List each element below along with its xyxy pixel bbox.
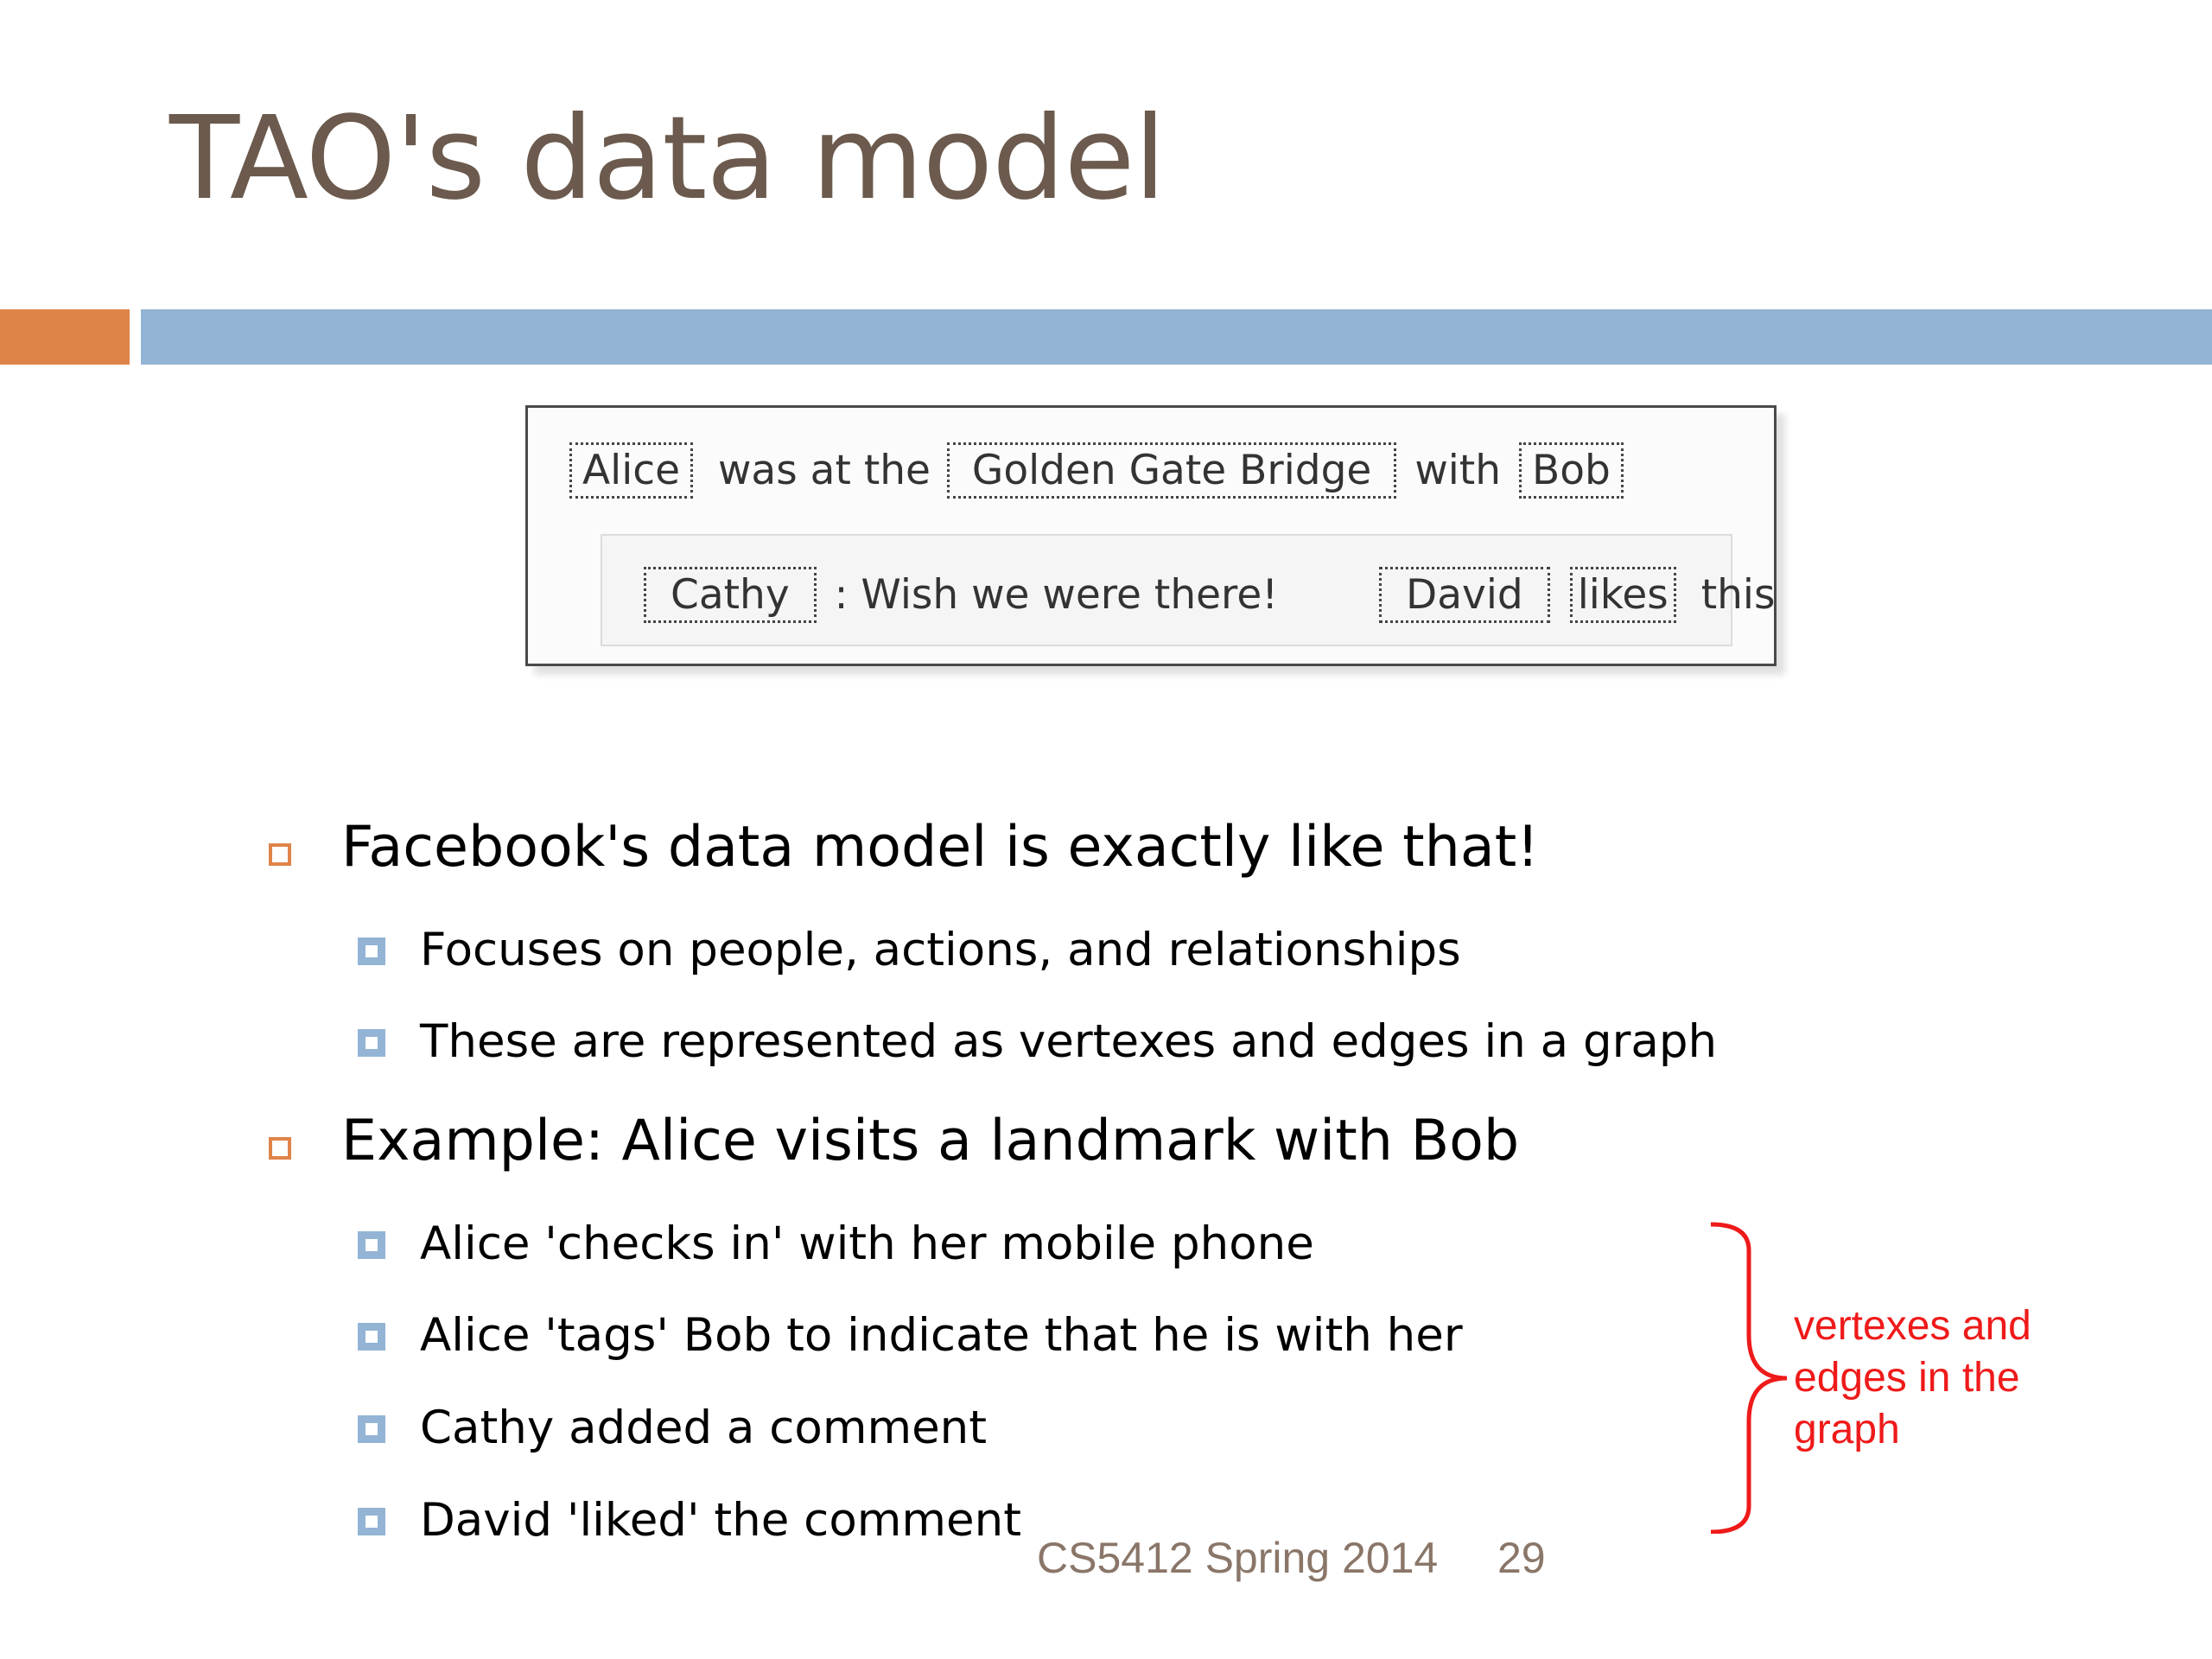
story-token-bob: Bob <box>1519 442 1624 499</box>
orange-square-bullet-icon <box>269 843 291 866</box>
blue-square-bullet-icon <box>358 1323 385 1351</box>
bullet-text: Facebook's data model is exactly like that! <box>341 815 1540 880</box>
annotation-line: vertexes and <box>1794 1303 2031 1349</box>
blue-square-bullet-icon <box>358 938 385 965</box>
annotation-line: edges in the <box>1794 1355 2020 1401</box>
sub-bullet-text: David 'liked' the comment <box>420 1494 1021 1547</box>
annotation-line: graph <box>1794 1407 1900 1452</box>
slide-title: TAO's data model <box>169 92 1166 226</box>
story-token-david: David <box>1379 567 1550 623</box>
story-comment-text: : Wish we were there! <box>834 571 1279 619</box>
story-comment-box <box>601 534 1776 646</box>
story-post-line <box>569 442 1624 499</box>
slide-footer: CS5412 Spring 2014 <box>1037 1534 1439 1582</box>
story-token-golden-gate-bridge: Golden Gate Bridge <box>947 442 1396 499</box>
annotation-text <box>1794 1300 2031 1456</box>
blue-square-bullet-icon <box>358 1231 385 1259</box>
blue-square-bullet-icon <box>358 1508 385 1535</box>
sub-bullet-text: Focuses on people, actions, and relationships <box>420 924 1461 976</box>
right-curly-brace-icon <box>1700 1214 1796 1534</box>
sub-bullet-text: Alice 'checks in' with her mobile phone <box>420 1217 1314 1270</box>
orange-square-bullet-icon <box>269 1137 291 1160</box>
slide-page-number: 29 <box>1497 1534 1546 1582</box>
story-text-with: with <box>1414 447 1502 494</box>
facebook-story-image <box>525 405 1777 666</box>
story-text-this: this <box>1700 571 1776 619</box>
sub-bullet-text: Cathy added a comment <box>420 1402 988 1454</box>
story-token-alice: Alice <box>569 442 693 499</box>
story-text-was-at-the: was at the <box>717 447 931 494</box>
story-token-likes: likes <box>1570 567 1676 623</box>
blue-square-bullet-icon <box>358 1415 385 1443</box>
blue-square-bullet-icon <box>358 1029 385 1057</box>
title-accent-bar-orange <box>0 309 130 365</box>
sub-bullet-text: Alice 'tags' Bob to indicate that he is with her <box>420 1309 1463 1362</box>
story-comment-line <box>644 567 1775 623</box>
story-token-cathy: Cathy <box>644 567 817 623</box>
bullet-text: Example: Alice visits a landmark with Bob <box>341 1109 1520 1173</box>
title-accent-bar-blue <box>141 309 2212 365</box>
sub-bullet-text: These are represented as vertexes and edges in a graph <box>420 1015 1718 1068</box>
